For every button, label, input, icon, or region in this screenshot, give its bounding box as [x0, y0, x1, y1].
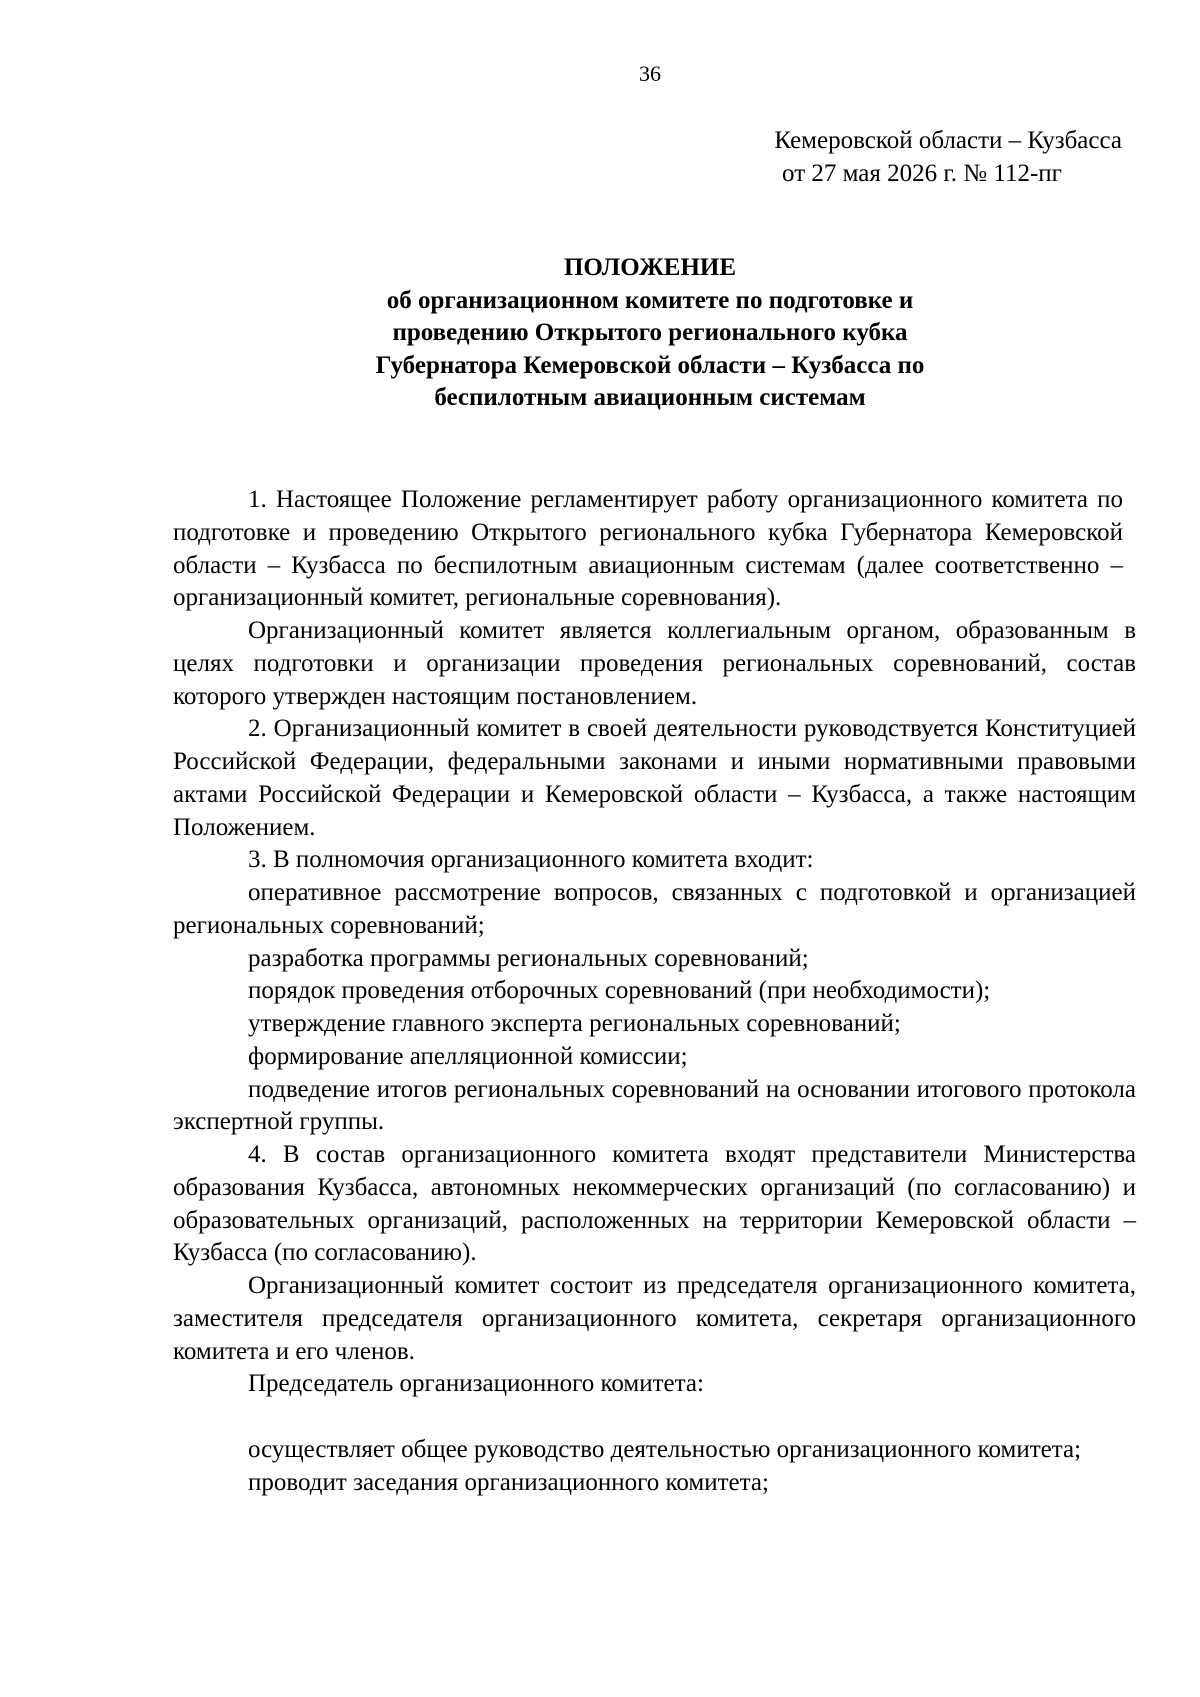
paragraph: 3. В полномочия организационного комитета входит: [248, 846, 814, 874]
list-item: осуществляет общее руководство деятельностью организационного комитета; [248, 1435, 1082, 1463]
title-main: ПОЛОЖЕНИЕ [563, 254, 737, 281]
list-item: оперативное рассмотрение вопросов, связанных с подготовкой и организацией региональных соревнований; [173, 879, 1136, 939]
page-number: 36 [639, 61, 661, 86]
list-item: разработка программы региональных соревнований; [248, 944, 809, 972]
list-item: порядок проведения отборочных соревнований (при необходимости); [248, 977, 991, 1005]
list-item: проводит заседания организационного комитета; [248, 1468, 769, 1496]
paragraph: 1. Настоящее Положение регламентирует работу организационного комитета по подготовке и проведению Открытого регионального кубка Губернатора Кемеровской области – Кузбасса по беспилотным авиационным системам (далее соответственно – организационный комитет, региональные соревнования). [173, 486, 1123, 612]
header-region-line: Кемеровской области – Кузбасса [774, 127, 1122, 154]
paragraph: 4. В состав организационного комитета входят представители Министерства образования Кузбасса, автономных некоммерческих организаций (по согласованию) и образовательных организаций, расположенных на территории Кемеровской области – Кузбасса (по согласованию). [173, 1141, 1136, 1267]
paragraph: 2. Организационный комитет в своей деятельности руководствуется Конституцией Российской Федерации, федеральными законами и иными нормативными правовыми актами Российской Федерации и Кемеровской области – Кузбасса, а также настоящим Положением. [173, 715, 1136, 841]
title-subtitle-line: проведению Открытого регионального кубка [392, 319, 908, 346]
document-reference [722, 124, 1122, 190]
list-item: подведение итогов региональных соревнований на основании итогового протокола экспертной группы. [173, 1075, 1136, 1136]
header-date-line: от 27 мая 2026 г. № 112-пг [782, 160, 1062, 187]
paragraph: Председатель организационного комитета: [248, 1370, 704, 1398]
title-subtitle-line: Губернатора Кемеровской области – Кузбасса по [375, 351, 925, 379]
paragraph: Организационный комитет состоит из председателя организационного комитета, заместителя председателя организационного комитета, секретаря организационного комитета и его членов. [173, 1272, 1136, 1365]
title-subtitle-line: об организационном комитете по подготовке и [386, 286, 914, 314]
list-item: утверждение главного эксперта региональных соревнований; [248, 1010, 901, 1037]
title-subtitle-line: беспилотным авиационным системам [434, 384, 866, 411]
document-title [160, 252, 1140, 415]
document-body [173, 484, 1136, 1499]
paragraph: Организационный комитет является коллегиальным органом, образованным в целях подготовки и организации проведения региональных соревнований, состав которого утвержден настоящим постановлением. [173, 617, 1136, 710]
list-item: формирование апелляционной комиссии; [248, 1042, 688, 1070]
